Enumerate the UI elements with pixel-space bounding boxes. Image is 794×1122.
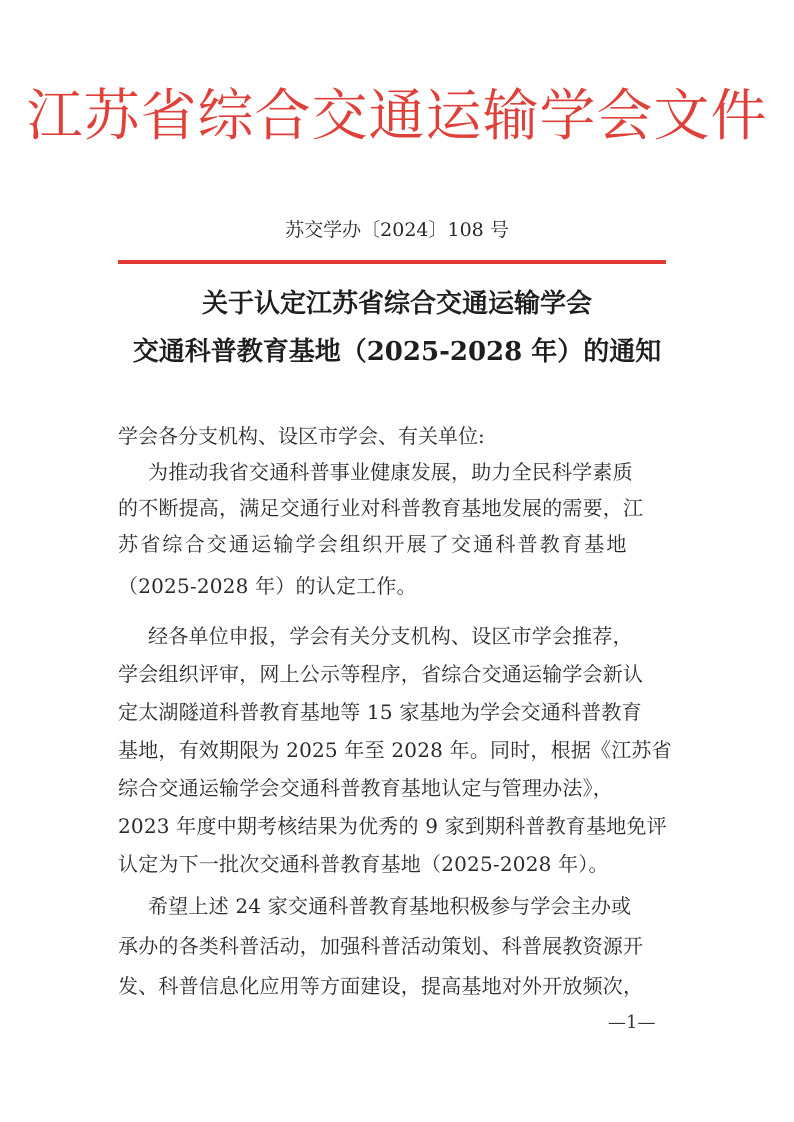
body-line: 为推动我省交通科普事业健康发展，助力全民科学素质: [148, 460, 633, 484]
body-line: （2025-2028 年）的认定工作。: [118, 574, 417, 598]
notice-title-line-1: 关于认定江苏省综合交通运输学会: [201, 289, 592, 319]
masthead-title: 江苏省综合交通运输学会文件: [26, 84, 768, 149]
notice-title-line-2: 交通科普教育基地（2025-2028 年）的通知: [132, 337, 662, 367]
body-line: 希望上述 24 家交通科普教育基地积极参与学会主办或: [148, 894, 632, 918]
body-line: 学会组织评审，网上公示等程序，省综合交通运输学会新认: [118, 662, 644, 686]
body-line: 的不断提高，满足交通行业对科普教育基地发展的需要，江: [118, 496, 644, 520]
body-line: 基地，有效期限为 2025 年至 2028 年。同时，根据《江苏省: [118, 738, 672, 762]
body-line: 苏省综合交通运输学会组织开展了交通科普教育基地: [118, 532, 629, 556]
body-line: 承办的各类科普活动，加强科普活动策划、科普展教资源开: [118, 934, 644, 958]
body-line: 定太湖隧道科普教育基地等 15 家基地为学会交通科普教育: [118, 700, 642, 724]
body-line: 发、科普信息化应用等方面建设，提高基地对外开放频次，: [118, 974, 644, 998]
page-number: —1—: [608, 1012, 656, 1033]
red-divider-line: [118, 260, 666, 264]
body-line: 2023 年度中期考核结果为优秀的 9 家到期科普教育基地免评: [118, 814, 667, 838]
body-line: 经各单位申报，学会有关分支机构、设区市学会推荐，: [148, 624, 633, 648]
body-line: 综合交通运输学会交通科普教育基地认定与管理办法》，: [118, 776, 613, 800]
salutation: 学会各分支机构、设区市学会、有关单位:: [118, 424, 485, 448]
document-number: 苏交学办〔2024〕108 号: [285, 219, 509, 241]
body-line: 认定为下一批次交通科普教育基地（2025-2028 年）。: [118, 852, 609, 876]
